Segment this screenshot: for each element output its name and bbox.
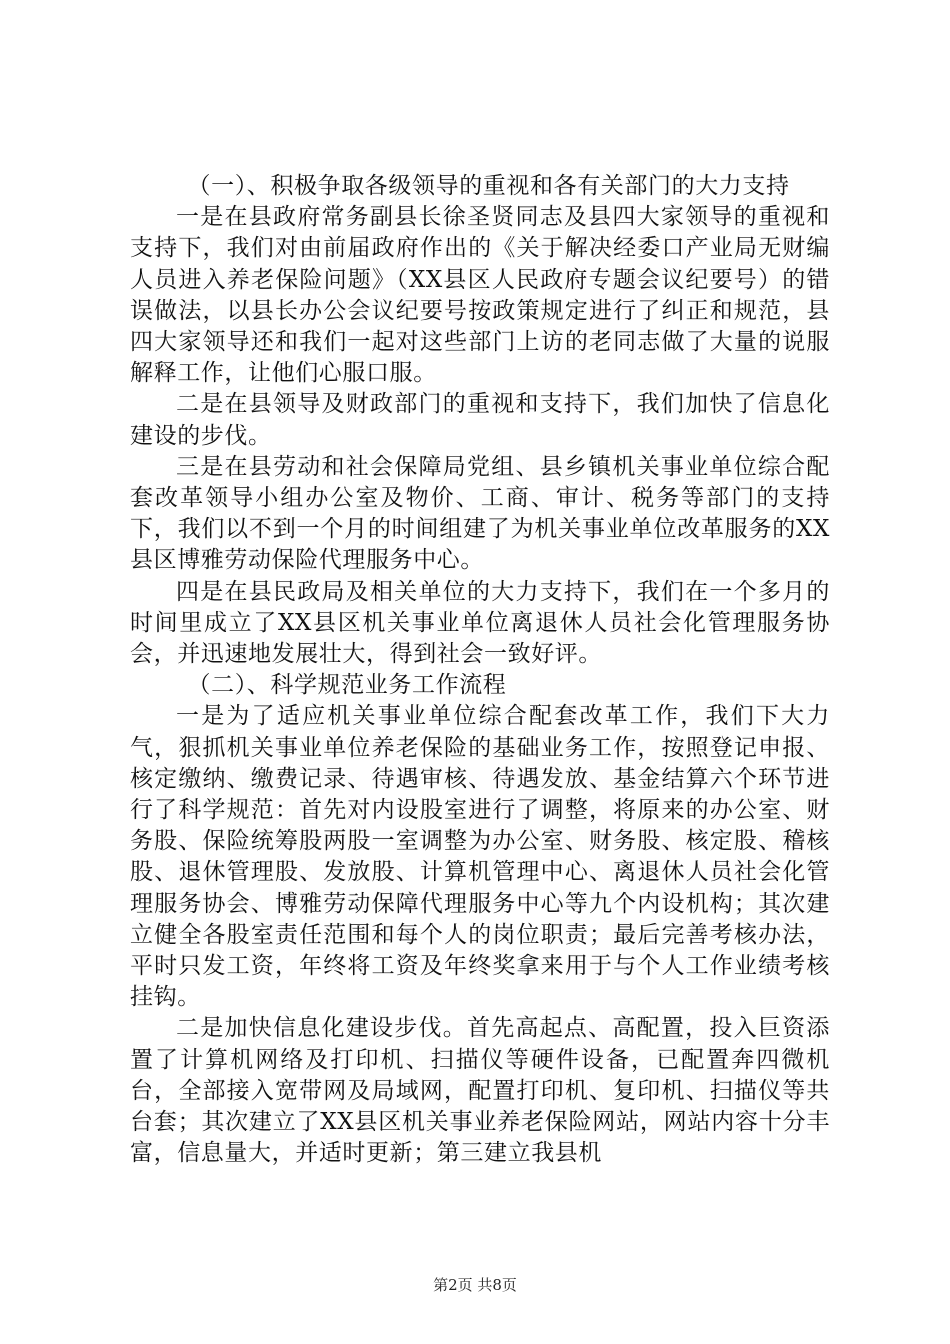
- paragraph-5: 一是为了适应机关事业单位综合配套改革工作，我们下大力气，狠抓机关事业单位养老保险的基础业务工作，按照登记申报、核定缴纳、缴费记录、待遇审核、待遇发放、基金结算六个环节进行了科学规范：首先对内设股室进行了调整，将原来的办公室、财务股、保险统筹股两股一室调整为办公室、财务股、核定股、稽核股、退休管理股、发放股、计算机管理中心、离退休人员社会化管理服务协会、博雅劳动保障代理服务中心等九个内设机构；其次建立健全各股室责任范围和每个人的岗位职责；最后完善考核办法，平时只发工资，年终将工资及年终奖拿来用于与个人工作业绩考核挂钩。: [130, 703, 830, 1011]
- paragraph-6: 二是加快信息化建设步伐。首先高起点、高配置，投入巨资添置了计算机网络及打印机、扫描仪等硬件设备，已配置奔四微机台，全部接入宽带网及局域网，配置打印机、复印机、扫描仪等共台套；其次建立了XX县区机关事业养老保险网站，网站内容十分丰富，信息量大，并适时更新；第三建立我县机: [130, 1015, 830, 1167]
- paragraph-1: 一是在县政府常务副县长徐圣贤同志及县四大家领导的重视和支持下，我们对由前届政府作出的《关于解决经委口产业局无财编人员进入养老保险问题》（XX县区人民政府专题会议纪要号）的错误做法，以县长办公会议纪要号按政策规定进行了纠正和规范，县四大家领导还和我们一起对这些部门上访的老同志做了大量的说服解释工作，让他们心服口服。: [130, 204, 830, 387]
- document-body: [130, 171, 830, 1170]
- page-number-footer: 第2页 共8页: [433, 1276, 517, 1294]
- paragraph-2: 二是在县领导及财政部门的重视和支持下，我们加快了信息化建设的步伐。: [130, 391, 830, 449]
- paragraph-3: 三是在县劳动和社会保障局党组、县乡镇机关事业单位综合配套改革领导小组办公室及物价、工商、审计、税务等部门的支持下，我们以不到一个月的时间组建了为机关事业单位改革服务的XX县区博雅劳动保险代理服务中心。: [130, 453, 830, 574]
- paragraph-4: 四是在县民政局及相关单位的大力支持下，我们在一个多月的时间里成立了XX县区机关事业单位离退休人员社会化管理服务协会，并迅速地发展壮大，得到社会一致好评。: [130, 578, 830, 668]
- section-heading-2: （二）、科学规范业务工作流程: [187, 672, 507, 699]
- section-heading-1: （一）、积极争取各级领导的重视和各有关部门的大力支持: [187, 173, 790, 199]
